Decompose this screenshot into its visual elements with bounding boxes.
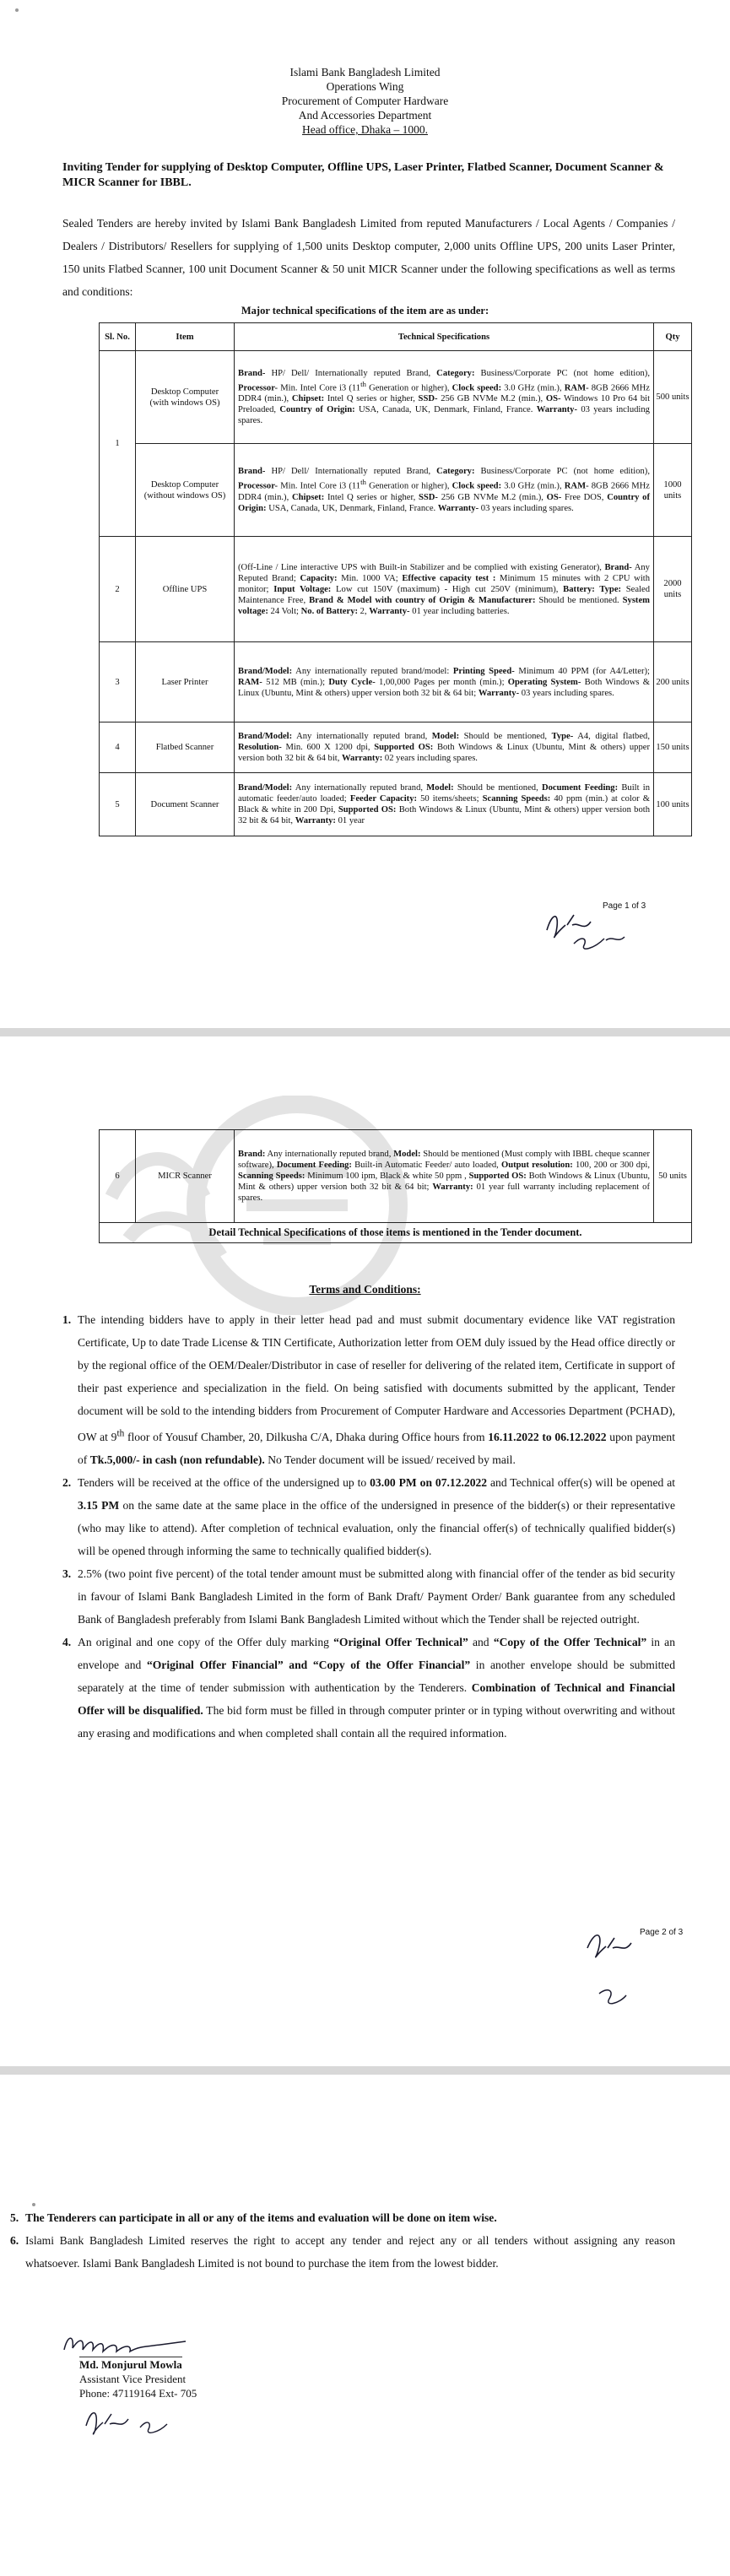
row-item: Laser Printer: [136, 642, 235, 722]
terms-list-continued: [0, 2206, 675, 2275]
signatory-title: Assistant Vice President: [79, 2373, 187, 2385]
page-2: [0, 1036, 730, 2066]
row-qty: 200 units: [654, 642, 692, 722]
row-spec: Brand/Model: Any internationally reputed brand/model: Printing Speed- Minimum 40 PPM (for A4/Letter); RAM- 512 MB (min.); Duty Cycle- 1,00,000 Pages per month (min.); Operating System- Both Windows & Linux (Ubuntu, Mint & others) upper version both 32 bit & 64 bit; Warranty- 03 years including spares.: [235, 642, 654, 722]
table-caption: Major technical specifications of the item are as under:: [241, 305, 489, 317]
wing-name: Operations Wing: [326, 80, 404, 93]
row-spec: Brand: Any internationally reputed brand, Model: Should be mentioned (Must comply with IBBL cheque scanner software), Document Feeding: Built-in Automatic Feeder/ auto loaded, Output resolution: 100, 200 or 300 dpi, Scanning Speeds: Minimum 100 ipm, Black & white 50 ppm , Supported OS: Both Windows & Linux (Ubuntu, Mint & others) upper version both 32 bit & 64 bit; Warranty: 01 year full warranty including replacement of spares.: [235, 1130, 654, 1223]
term-number: 6.: [10, 2234, 19, 2247]
table-header-row: [100, 323, 692, 351]
tender-heading: Inviting Tender for supplying of Desktop Computer, Offline UPS, Laser Printer, Flatbed Scanner, Document Scanner & MICR Scanner for IBBL.: [62, 161, 664, 189]
scan-speck: [15, 8, 19, 12]
terms-list: [52, 1308, 675, 1745]
spec-table: [99, 322, 692, 836]
row-sl: 2: [100, 537, 136, 642]
table-row: [100, 1130, 692, 1223]
row-sl: 3: [100, 642, 136, 722]
row-spec: Brand/Model: Any internationally reputed brand, Model: Should be mentioned, Document Feeding: Built in automatic feeder/auto loaded; Feeder Capacity: 50 items/sheets; Scanning Speeds: 40 ppm (min.) at color & Black & white in 200 Dpi, Supported OS: Both Windows & Linux (Ubuntu, Mint & others) upper version both 32 bit & 64 bit, Warranty: 01 year: [235, 773, 654, 836]
term-item: [52, 1631, 675, 1745]
page-number: Page 1 of 3: [603, 901, 646, 911]
table-row: [100, 537, 692, 642]
page-3: [0, 2075, 730, 2576]
table-row: [100, 351, 692, 444]
col-header-sl: Sl. No.: [100, 323, 136, 351]
row-sl: 4: [100, 722, 136, 773]
table-row: [100, 444, 692, 537]
row-spec: Brand/Model: Any internationally reputed brand, Model: Should be mentioned, Type- A4, digital flatbed, Resolution- Min. 600 X 1200 dpi, Supported OS: Both Windows & Linux (Ubuntu, Mint & others) upper version both 32 bit & 64 bit, Warranty: 02 years including spares.: [235, 722, 654, 773]
row-spec: (Off-Line / Line interactive UPS with Built-in Stabilizer and be complied with existing Generator), Brand- Any Reputed Brand; Capacity: Min. 1000 VA; Effective capacity test : Minimum 15 minutes with 2 CPU with monitor; Input Voltage: Low cut 150V (maximum) - High cut 250V (minimum), Battery: Type: Sealed Maintenance Free, Brand & Model with country of Origin & Manufacturer: Should be mentioned. System voltage: 24 Volt; No. of Battery: 2, Warranty- 01 year including batteries.: [235, 537, 654, 642]
terms-heading: Terms and Conditions:: [309, 1283, 421, 1296]
row-qty: 50 units: [654, 1130, 692, 1223]
term-item: [52, 1308, 675, 1471]
term-number: 5.: [10, 2211, 19, 2224]
spec-table-continued: [99, 1129, 692, 1243]
col-header-qty: Qty: [654, 323, 692, 351]
detail-note: Detail Technical Specifications of those items is mentioned in the Tender document.: [100, 1223, 692, 1243]
handwritten-signature: [59, 2330, 194, 2360]
term-number: 4.: [62, 1635, 72, 1648]
term-text: Tenders will be received at the office of the undersigned up to 03.00 PM on 07.12.2022 and Technical offer(s) will be opened at 3.15 PM on the same date at the same place in the office of the undersigned in presence of the bidder(s) or their representative (who may like to attend). After completion of technical evaluation, only the financial offer(s) of technically qualified bidder(s) will be opened through informing the same to technically qualified bidder(s).: [78, 1475, 676, 1557]
row-item: Flatbed Scanner: [136, 722, 235, 773]
handwritten-initials: [81, 2402, 174, 2438]
term-text: An original and one copy of the Offer duly marking “Original Offer Technical” and “Copy of the Offer Technical” in an envelope and “Original Offer Financial” and “Copy of the Offer Financial” in another envelope should be submitted separately at the time of tender submission with authentication by the Tenderers. Combination of Technical and Financial Offer will be disqualified. The bid form must be filled in through computer printer or in typing without overwriting and without any erasing and modifications and when completed shall contain all the required information.: [78, 1635, 676, 1740]
row-qty: 1000 units: [654, 444, 692, 537]
row-spec: Brand- HP/ Dell/ Internationally reputed Brand, Category: Business/Corporate PC (not home edition), Processor- Min. Intel Core i3 (11th Generation or higher), Clock speed: 3.0 GHz (min.), RAM- 8GB 2666 MHz DDR4 (min.), Chipset: Intel Q series or higher, SSD- 256 GB NVMe M.2 (min.), OS- Free DOS, Country of Origin: USA, Canada, UK, Denmark, Finland, France. Warranty- 03 years including spares.: [235, 444, 654, 537]
row-qty: 150 units: [654, 722, 692, 773]
intro-paragraph: Sealed Tenders are hereby invited by Islami Bank Bangladesh Limited from reputed Manufacturers / Local Agents / Companies / Dealers / Distributors/ Resellers for supplying of 1,500 units Desktop computer, 2,000 units Offline UPS, 200 units Laser Printer, 150 units Flatbed Scanner, 100 unit Document Scanner & 50 unit MICR Scanner under the following specifications as well as terms and conditions:: [62, 217, 675, 298]
table-row: [100, 722, 692, 773]
row-sl: 6: [100, 1130, 136, 1223]
row-item: Desktop Computer (without windows OS): [136, 444, 235, 537]
term-item: [52, 1471, 675, 1562]
page-1: [0, 0, 730, 1028]
term-item: [52, 1562, 675, 1631]
table-row: [100, 773, 692, 836]
row-sl: 5: [100, 773, 136, 836]
term-number: 2.: [62, 1475, 72, 1489]
row-item: MICR Scanner: [136, 1130, 235, 1223]
row-sl: 1: [100, 351, 136, 537]
row-qty: 100 units: [654, 773, 692, 836]
col-header-item: Item: [136, 323, 235, 351]
row-qty: 500 units: [654, 351, 692, 444]
page-break: [0, 1028, 730, 1036]
term-text: Islami Bank Bangladesh Limited reserves the right to accept any tender and reject any or all tenders without assigning any reason whatsoever. Islami Bank Bangladesh Limited is not bound to purchase the item from the lowest bidder.: [25, 2234, 675, 2270]
office-address: Head office, Dhaka – 1000.: [302, 123, 428, 136]
term-item: [0, 2206, 675, 2229]
table-row: [100, 642, 692, 722]
page-break: [0, 2066, 730, 2075]
term-text: The intending bidders have to apply in their letter head pad and must submit documentary evidence like VAT registration Certificate, Up to date Trade License & TIN Certificate, Authorization letter from OEM duly issued by the Head office directly or by the regional office of the OEM/Dealer/Distributor in case of reseller for delivering of the related item, Certificate in support of their past experience and specialization in the field. On being satisfied with documents submitted by the applicant, Tender document will be sold to the intending bidders from Procurement of Computer Hardware and Accessories Department (PCHAD), OW at 9th floor of Yousuf Chamber, 20, Dilkusha C/A, Dhaka during Office hours from 16.11.2022 to 06.12.2022 upon payment of Tk.5,000/- in cash (non refundable). No Tender document will be issued/ received by mail.: [78, 1313, 676, 1466]
term-text: 2.5% (two point five percent) of the total tender amount must be submitted along with financial offer of the tender as bid security in favour of Islami Bank Bangladesh Limited in the form of Bank Draft/ Payment Order/ Bank guarantee from any scheduled Bank of Bangladesh preferably from Islami Bank Bangladesh Limited without which the Tender shall be rejected outright.: [78, 1567, 675, 1626]
bank-name: Islami Bank Bangladesh Limited: [289, 66, 441, 78]
signatory-name: Md. Monjurul Mowla: [79, 2358, 182, 2371]
row-item: Offline UPS: [136, 537, 235, 642]
col-header-spec: Technical Specifications: [235, 323, 654, 351]
term-item: [0, 2229, 675, 2275]
term-text: The Tenderers can participate in all or any of the items and evaluation will be done on item wise.: [25, 2211, 497, 2224]
department-line-2: And Accessories Department: [298, 109, 432, 122]
signatory-block: [79, 2357, 197, 2400]
term-number: 1.: [62, 1313, 72, 1326]
letterhead: [0, 65, 730, 137]
term-number: 3.: [62, 1567, 72, 1580]
row-item: Document Scanner: [136, 773, 235, 836]
table-note-row: [100, 1223, 692, 1243]
department-line: Procurement of Computer Hardware: [281, 95, 449, 107]
row-item: Desktop Computer (with windows OS): [136, 351, 235, 444]
row-spec: Brand- HP/ Dell/ Internationally reputed Brand, Category: Business/Corporate PC (not home edition), Processor- Min. Intel Core i3 (11th Generation or higher), Clock speed: 3.0 GHz (min.), RAM- 8GB 2666 MHz DDR4 (min.), Chipset: Intel Q series or higher, SSD- 256 GB NVMe M.2 (min.), OS- Windows 10 Pro 64 bit Preloaded, Country of Origin: USA, Canada, UK, Denmark, Finland, France. Warranty- 03 years including spares.: [235, 351, 654, 444]
signatory-phone: Phone: 47119164 Ext- 705: [79, 2387, 197, 2400]
page-number: Page 2 of 3: [640, 1928, 684, 1937]
row-qty: 2000 units: [654, 537, 692, 642]
